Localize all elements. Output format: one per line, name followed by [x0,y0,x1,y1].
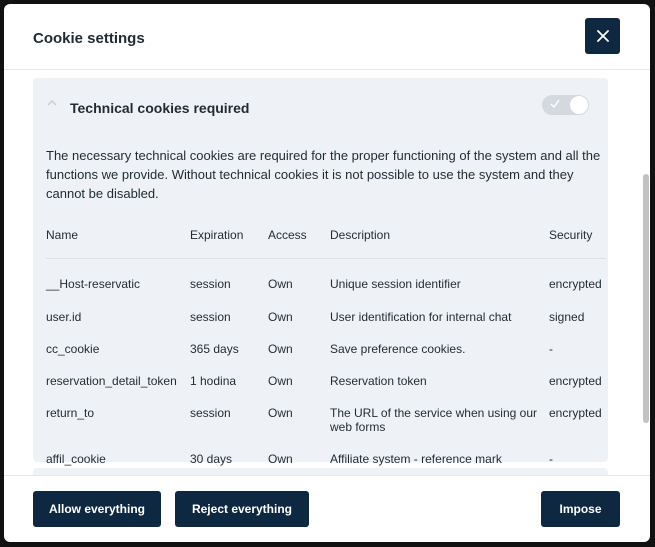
cookie-description: Affiliate system - reference mark [330,452,502,466]
cookie-name: return_to [46,406,95,420]
chevron-up-icon[interactable] [47,99,57,107]
cookie-expiration: session [190,310,231,324]
dialog-header [4,4,650,70]
cookie-expiration: session [190,406,231,420]
header-name: Name [46,228,79,242]
cookie-access: Own [268,452,293,466]
header-access: Access [268,228,307,242]
scrollbar-thumb[interactable] [643,174,649,423]
table-header-row [46,228,606,259]
next-cookie-panel[interactable] [33,468,608,475]
cookie-access: Own [268,342,293,356]
cookie-security: - [549,452,553,466]
cookie-expiration: 365 days [190,342,239,356]
cookie-security: encrypted [549,374,602,388]
dialog-body[interactable] [4,70,650,475]
cookie-expiration: 30 days [190,452,233,466]
section-title[interactable]: Technical cookies required [70,100,250,116]
cookie-security: encrypted [549,277,602,291]
cookie-description: The URL of the service when using our web forms [330,406,537,434]
allow-everything-button[interactable]: Allow everything [33,491,161,527]
cookie-description: Unique session identifier [330,277,461,291]
dialog-title: Cookie settings [33,30,145,47]
cookie-name: reservation_detail_token [46,374,177,388]
cookie-expiration: session [190,277,231,291]
section-description: The necessary technical cookies are required for the proper functioning of the system and all the functions we provide. Without technical cookies it is not possible to use the system and they cannot be disabled. [46,148,601,201]
header-expiration: Expiration [190,228,244,242]
close-button[interactable] [585,18,620,54]
reject-everything-button[interactable]: Reject everything [175,491,309,527]
cookie-description: Save preference cookies. [330,342,466,356]
dialog-scrollbar[interactable] [642,70,650,475]
check-icon [550,99,560,108]
cookie-security: - [549,342,553,356]
dialog-footer [4,475,650,542]
technical-cookies-panel [33,78,608,466]
header-description: Description [330,228,391,242]
cookie-access: Own [268,406,293,420]
cookie-access: Own [268,310,293,324]
cookie-name: affil_cookie [46,452,106,466]
cookie-name: cc_cookie [46,342,100,356]
close-icon [597,30,609,42]
header-security: Security [549,228,593,242]
cookie-access: Own [268,277,293,291]
technical-cookies-toggle[interactable] [542,95,589,115]
cookie-description: User identification for internal chat [330,310,512,324]
toggle-knob [570,96,588,114]
cookie-expiration: 1 hodina [190,374,237,388]
cookie-name: user.id [46,310,82,324]
cookie-settings-dialog [4,4,650,542]
impose-button[interactable]: Impose [541,491,620,527]
cookie-security: encrypted [549,406,602,420]
cookie-access: Own [268,374,293,388]
cookie-name: __Host-reservatic [46,277,141,291]
cookie-security: signed [549,310,585,324]
cookie-description: Reservation token [330,374,427,388]
